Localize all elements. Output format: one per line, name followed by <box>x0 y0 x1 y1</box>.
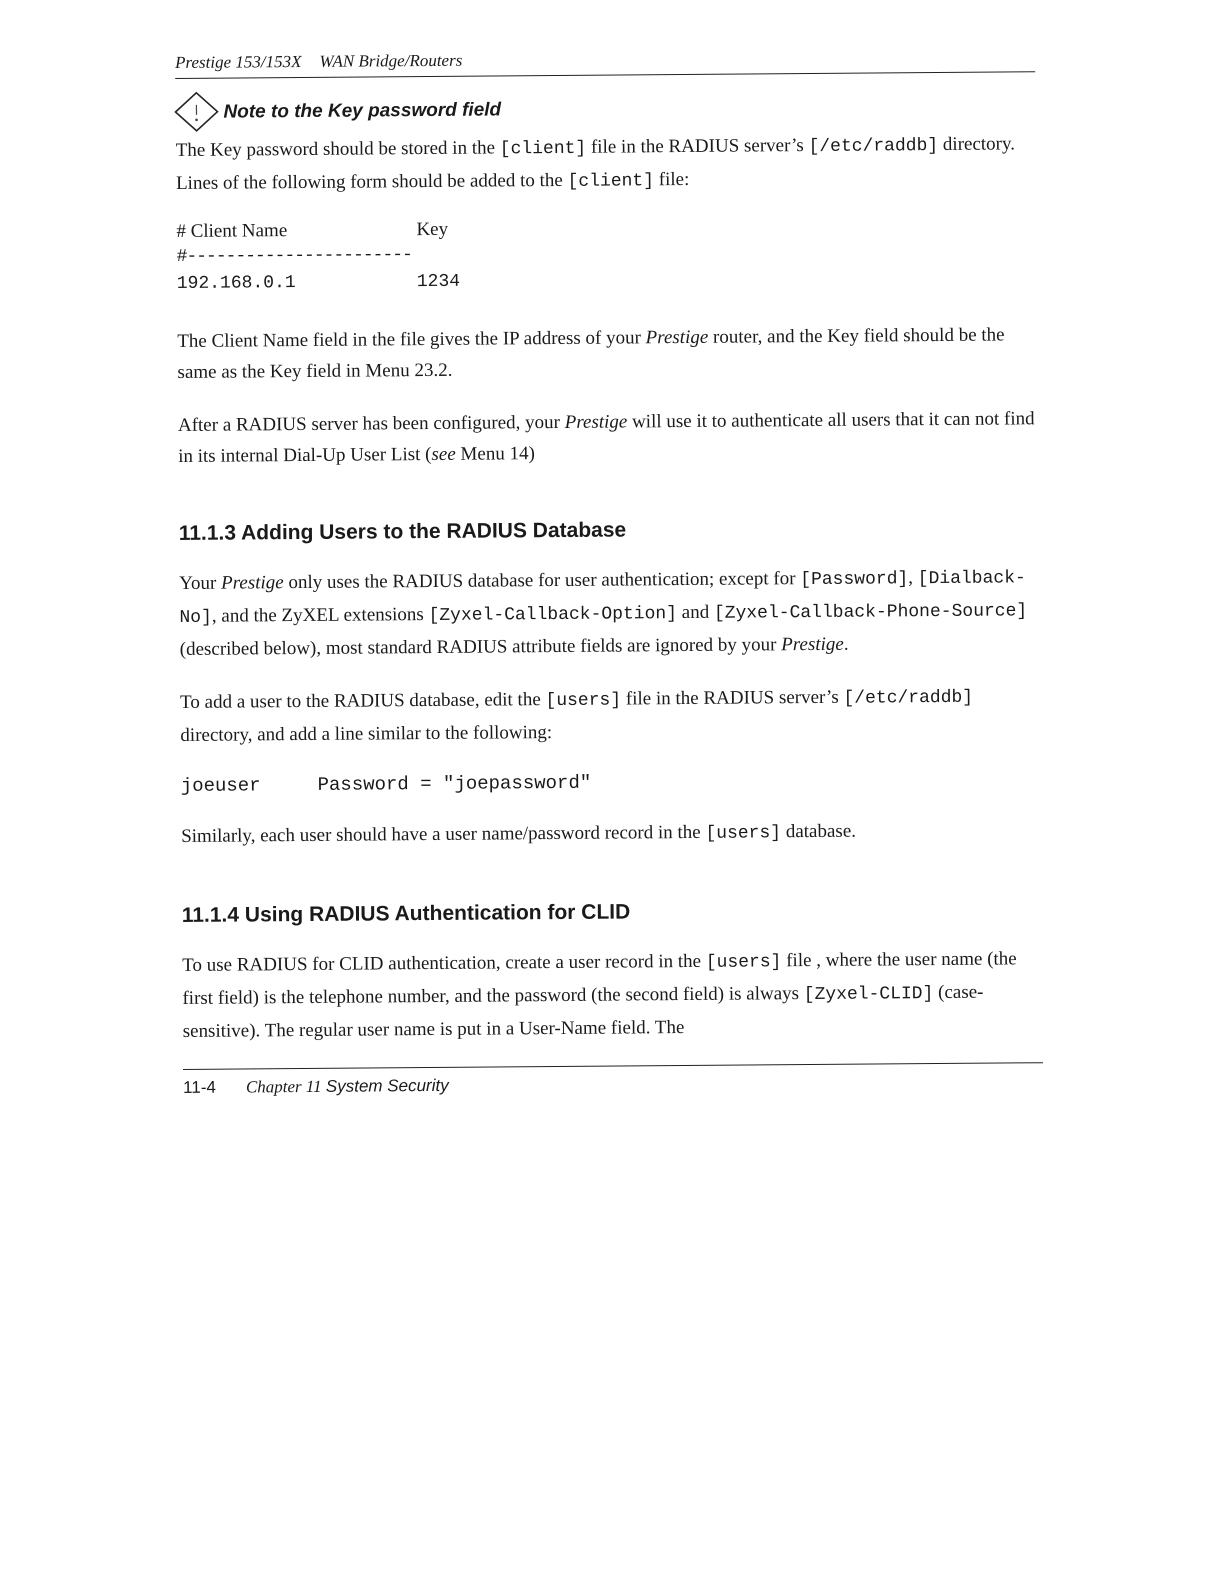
code-users: [users] <box>705 823 782 844</box>
section-heading-11-1-4: 11.1.4 Using RADIUS Authentication for CLID <box>181 900 631 927</box>
code-etc-raddb: [/etc/raddb] <box>808 136 939 158</box>
similarly-paragraph: Similarly, each user should have a user name/password record in the [users] database. <box>181 820 857 847</box>
add-user-paragraph: To add a user to the RADIUS database, edit the [users] file in the RADIUS server’s [/etc/raddb] directory, and add a line similar to the following: <box>180 686 974 746</box>
client-ip: 192.168.0.1 <box>176 273 296 294</box>
code-client: [client] <box>567 171 655 192</box>
code-callback-option: [Zyxel-Callback-Option] <box>428 604 678 627</box>
footer-chapter: Chapter 11 <box>245 1076 322 1097</box>
code-zyxel-clid: [Zyxel-CLID] <box>803 984 934 1006</box>
note-heading <box>175 86 1035 133</box>
footer-rule <box>183 1062 1043 1070</box>
client-file-example <box>176 214 1037 299</box>
code-dialback-no: [Dialback-No] <box>179 568 1026 628</box>
code-password: [Password] <box>800 569 909 591</box>
after-radius-paragraph: After a RADIUS server has been configured, your Prestige will use it to authenticate all users that it can not find in its internal Dial-Up User List (see Menu 14) <box>177 408 1035 467</box>
radius-database-paragraph: Your Prestige only uses the RADIUS database for user authentication; except for [Password], [Dialback-No], and the ZyXEL extensions [Zyxel-Callback-Option] and [Zyxel-Callback-Phone-Source] (described below), most standard RADIUS attribute fields are ignored by your Prestige. <box>179 567 1028 660</box>
code-users: [users] <box>705 952 782 973</box>
code-client: [client] <box>499 138 587 160</box>
client-name-paragraph: The Client Name field in the file gives the IP address of your Prestige router, and the Key field should be the same as the Key field in Menu 23.2. <box>177 324 1005 383</box>
footer-chapter-title: System Security <box>325 1075 449 1096</box>
note-paragraph: The Key password should be stored in the [client] file in the RADIUS server’s [/etc/raddb] directory. Lines of the following form should be added to the [client] file: <box>175 133 1016 194</box>
code-callback-phone-source: [Zyxel-Callback-Phone-Source] <box>713 601 1028 624</box>
page-footer <box>183 1071 1043 1098</box>
clid-paragraph: To use RADIUS for CLID authentication, create a user record in the [users] file , where the user name (the first field) is the telephone number, and the password (the second field) is always [Zyxel-CLID] (case-sensitive). The regular user name is put in a User-Name field. The <box>182 948 1017 1042</box>
running-header <box>175 45 1035 79</box>
col-key: Key <box>416 218 449 241</box>
note-diamond-icon <box>171 91 221 135</box>
manual-page <box>175 45 1043 1098</box>
page-number: 11-4 <box>183 1077 216 1097</box>
code-users: [users] <box>545 690 622 712</box>
client-key: 1234 <box>416 271 461 293</box>
col-client-name: # Client Name <box>176 220 288 242</box>
note-title: Note to the Key password field <box>223 99 502 123</box>
section-heading-11-1-3: 11.1.3 Adding Users to the RADIUS Database <box>178 518 627 545</box>
code-etc-raddb: [/etc/raddb] <box>843 687 974 709</box>
users-file-example: joeuser Password = "joepassword" <box>180 771 592 797</box>
header-product: Prestige 153/153X <box>175 52 302 72</box>
client-table-row <box>177 267 1037 299</box>
header-subtitle: WAN Bridge/Routers <box>319 50 463 71</box>
client-table-divider: #----------------------- <box>176 245 412 267</box>
